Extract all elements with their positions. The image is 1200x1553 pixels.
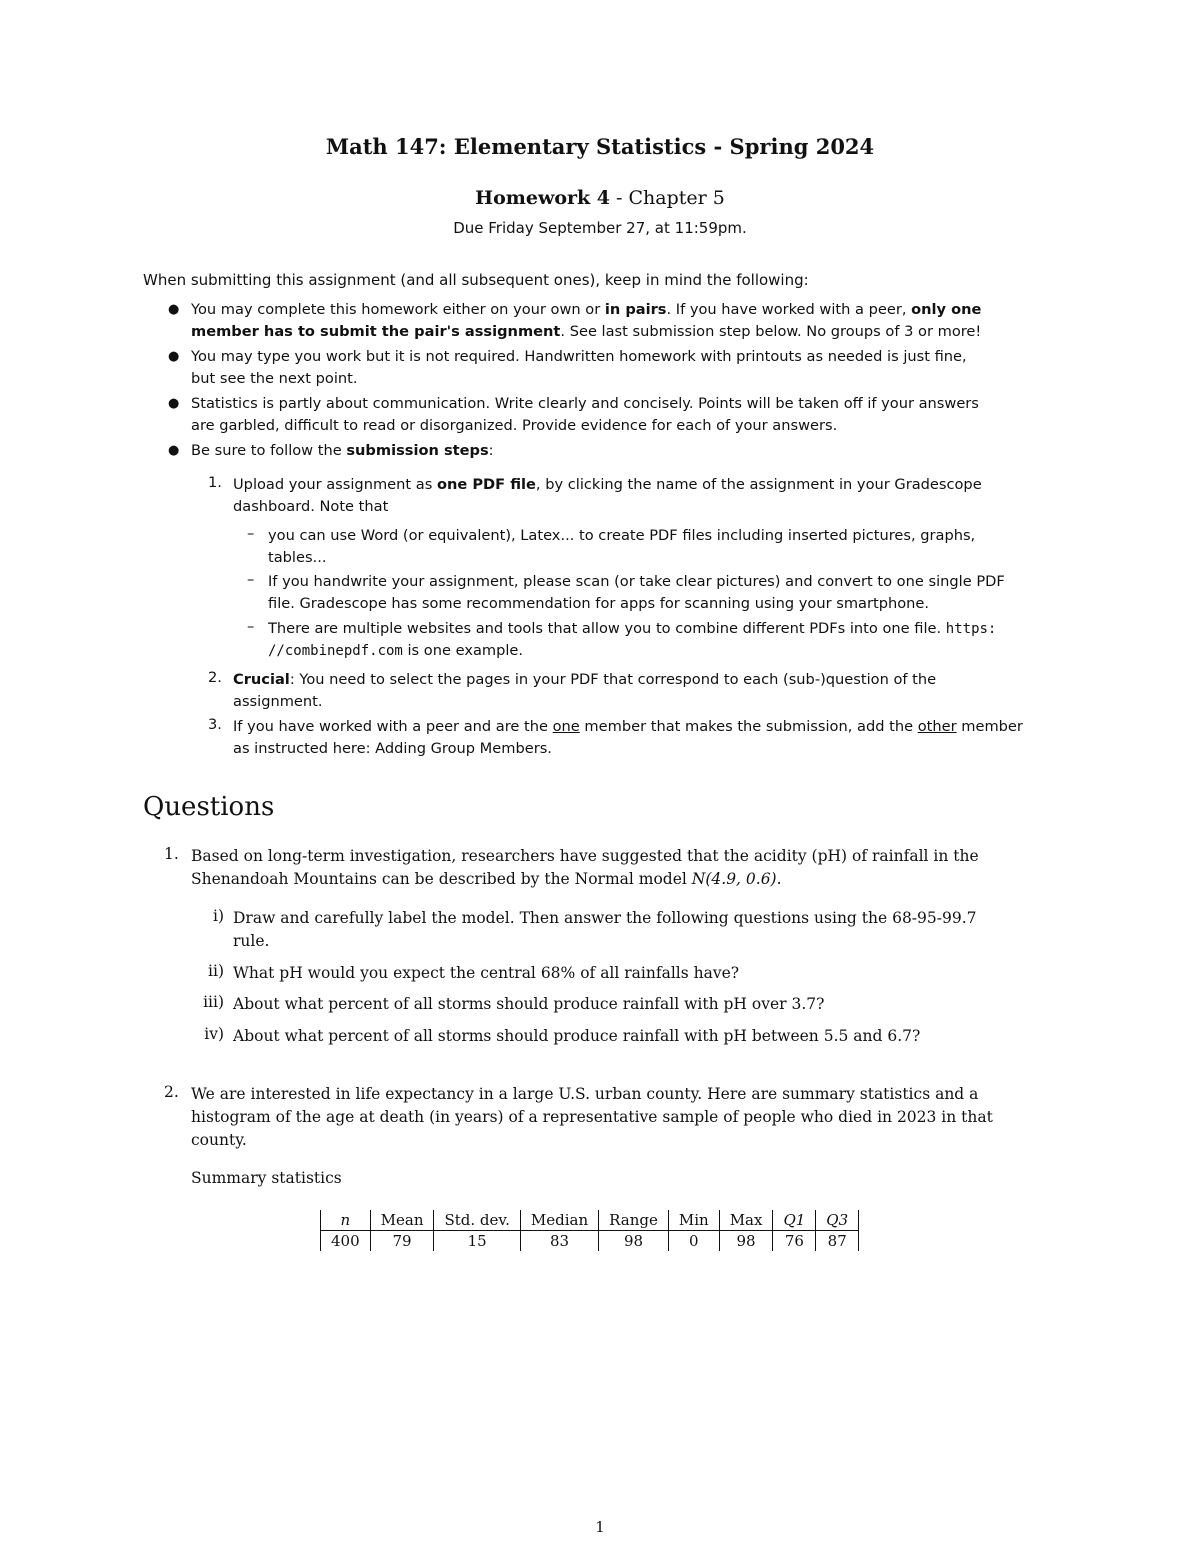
sub-item-handwrite	[268, 571, 1063, 615]
value-q3: 87	[816, 1231, 859, 1252]
questions-heading: Questions	[143, 792, 275, 822]
part-number: iv)	[204, 1025, 224, 1043]
underlined-text: one	[552, 718, 580, 735]
page-number: 1	[595, 1518, 605, 1536]
intro-text: When submitting this assignment (and all subsequent ones), keep in mind the following:	[143, 271, 809, 289]
step-text: Upload your assignment as	[233, 476, 437, 493]
dash-marker: –	[247, 525, 255, 542]
question-text: We are interested in life expectancy in a large U.S. urban county. Here are summary statistics and a	[191, 1085, 979, 1103]
step-link-text[interactable]: as instructed here: Adding Group Members.	[233, 740, 552, 757]
bold-text: one PDF file	[436, 476, 536, 493]
part-number: iii)	[203, 993, 224, 1011]
question-text: county.	[191, 1131, 247, 1149]
value-q1: 76	[773, 1231, 816, 1252]
sub-text: If you handwrite your assignment, please scan (or take clear pictures) and convert to one single PDF	[268, 573, 1005, 590]
value-n: 400	[321, 1231, 371, 1252]
header-mean: Mean	[370, 1210, 434, 1231]
question-number: 2.	[164, 1083, 179, 1101]
bullet-text: You may type you work but it is not required. Handwritten homework with printouts as needed is just fine,	[191, 348, 967, 365]
bullet-dot: ●	[168, 443, 180, 458]
step-number: 1.	[208, 474, 222, 491]
sub-text: tables...	[268, 549, 327, 566]
question-number: 1.	[164, 845, 179, 863]
header-cell: Q1	[783, 1211, 806, 1229]
value-min: 0	[668, 1231, 719, 1252]
url-link[interactable]: //combinepdf.com	[268, 643, 403, 659]
step-crucial	[233, 669, 1063, 713]
step-text: , by clicking the name of the assignment in your Gradescope	[535, 476, 982, 493]
sub-text: is one example.	[402, 642, 524, 659]
bold-text: only one	[911, 301, 982, 318]
question-1-part-ii: What pH would you expect the central 68% of all rainfalls have?	[233, 964, 740, 982]
step-group	[233, 716, 1063, 760]
part-text: rule.	[233, 932, 270, 950]
bullet-text: but see the next point.	[191, 370, 358, 387]
part-number: ii)	[208, 962, 224, 980]
question-2-text	[191, 1083, 1066, 1152]
bullet-communication	[191, 393, 1061, 437]
bullet-dot: ●	[168, 349, 180, 364]
sub-text: There are multiple websites and tools that allow you to combine different PDFs into one file.	[268, 620, 946, 637]
bullet-text: :	[488, 442, 494, 459]
step-number: 2.	[208, 669, 222, 686]
homework-heading	[0, 187, 1200, 209]
step-text: dashboard. Note that	[233, 498, 389, 515]
document-title: Math 147: Elementary Statistics - Spring 2024	[325, 134, 875, 159]
table-header-row	[321, 1210, 859, 1231]
question-text: histogram of the age at death (in years) of a representative sample of people who died in 2023 in that	[191, 1108, 993, 1126]
bullet-dot: ●	[168, 396, 180, 411]
header-min: Min	[668, 1210, 719, 1231]
question-1-part-i	[233, 907, 1063, 953]
header-q3	[816, 1210, 859, 1231]
header-n	[321, 1210, 371, 1231]
header-max: Max	[719, 1210, 773, 1231]
dash-marker: –	[247, 571, 255, 588]
bullet-text: You may complete this homework either on your own or	[191, 301, 605, 318]
value-mean: 79	[370, 1231, 434, 1252]
value-range: 98	[599, 1231, 669, 1252]
question-text: Shenandoah Mountains can be described by the Normal model	[191, 870, 692, 888]
value-median: 83	[520, 1231, 598, 1252]
header-cell: Q3	[826, 1211, 849, 1229]
question-text: Based on long-term investigation, researchers have suggested that the acidity (pH) of rainfall in the	[191, 847, 979, 865]
header-cell: n	[340, 1211, 351, 1229]
dash-marker: –	[247, 618, 255, 635]
question-1-text	[191, 845, 1066, 891]
underlined-text: other	[917, 718, 957, 735]
bullet-text: . See last submission step below. No groups of 3 or more!	[560, 323, 982, 340]
url-link[interactable]: https:	[945, 621, 997, 637]
step-text: If you have worked with a peer and are the	[233, 718, 553, 735]
value-std-dev: 15	[434, 1231, 520, 1252]
step-text: : You need to select the pages in your PDF that correspond to each (sub-)question of the	[289, 671, 937, 688]
bold-text: in pairs	[604, 301, 667, 318]
summary-statistics-table	[320, 1210, 859, 1251]
table-row	[321, 1231, 859, 1252]
bold-text: member has to submit the pair's assignment	[191, 323, 561, 340]
sub-item-word	[268, 525, 1063, 569]
step-text: assignment.	[233, 693, 323, 710]
homework-number: Homework 4	[475, 187, 610, 209]
step-upload	[233, 474, 1063, 518]
step-number: 3.	[208, 716, 222, 733]
homework-chapter: - Chapter 5	[610, 187, 725, 209]
bold-text: Crucial	[233, 671, 290, 688]
step-text: member that makes the submission, add the	[579, 718, 918, 735]
header-std-dev: Std. dev.	[434, 1210, 520, 1231]
sub-item-combine	[268, 618, 1063, 662]
bullet-typing	[191, 346, 1061, 390]
bullet-pairs	[191, 299, 1061, 343]
bullet-text: Be sure to follow the	[191, 442, 347, 459]
step-text: member	[956, 718, 1023, 735]
sub-text: you can use Word (or equivalent), Latex... to create PDF files including inserted pictures, graphs,	[268, 527, 976, 544]
question-1-part-iv: About what percent of all storms should produce rainfall with pH between 5.5 and 6.7?	[233, 1027, 921, 1045]
normal-model: N(4.9, 0.6).	[691, 870, 782, 888]
part-number: i)	[212, 907, 224, 925]
header-q1	[773, 1210, 816, 1231]
header-median: Median	[520, 1210, 598, 1231]
bold-text: submission steps	[346, 442, 489, 459]
summary-label: Summary statistics	[191, 1169, 342, 1187]
header-range: Range	[599, 1210, 669, 1231]
bullet-submission	[191, 440, 1061, 462]
part-text: Draw and carefully label the model. Then answer the following questions using the 68-95-99.7	[233, 909, 977, 927]
question-1-part-iii: About what percent of all storms should produce rainfall with pH over 3.7?	[233, 995, 825, 1013]
bullet-text: Statistics is partly about communication. Write clearly and concisely. Points will be taken off if your answers	[191, 395, 979, 412]
due-date: Due Friday September 27, at 11:59pm.	[453, 219, 747, 237]
bullet-text: . If you have worked with a peer,	[666, 301, 912, 318]
sub-text: file. Gradescope has some recommendation for apps for scanning using your smartphone.	[268, 595, 930, 612]
bullet-dot: ●	[168, 302, 180, 317]
value-max: 98	[719, 1231, 773, 1252]
bullet-text: are garbled, difficult to read or disorganized. Provide evidence for each of your answers.	[191, 417, 838, 434]
